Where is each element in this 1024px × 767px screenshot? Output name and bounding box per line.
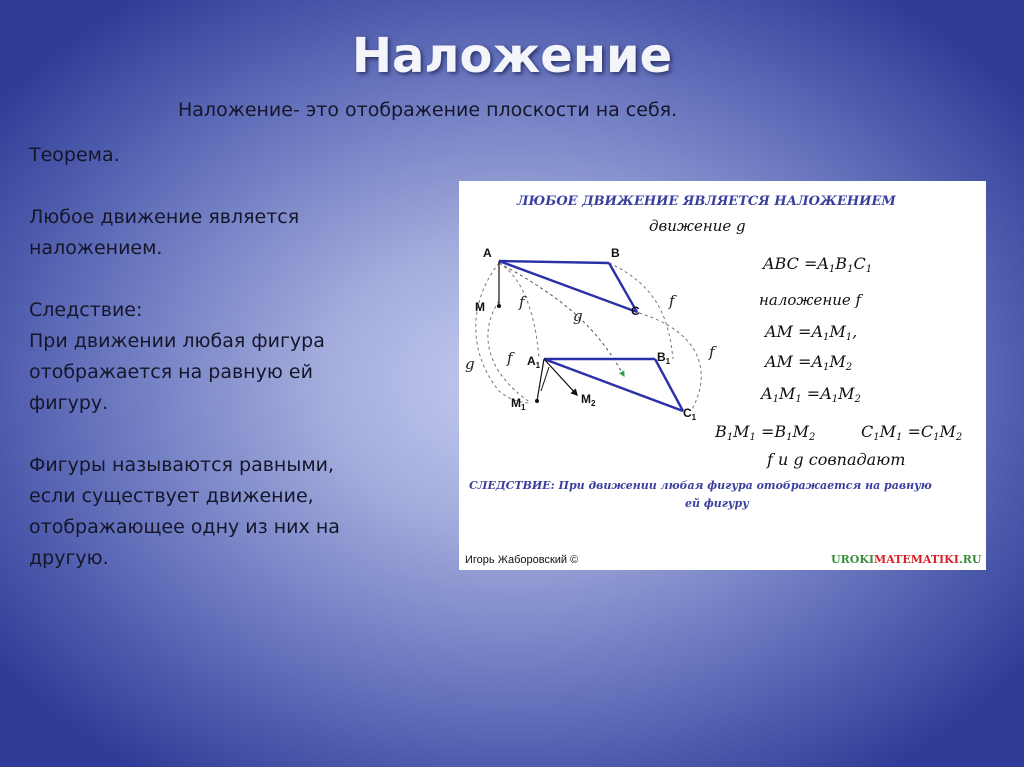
label-b1: $B_1$: [657, 350, 671, 366]
map-label-f: f: [519, 293, 525, 311]
map-label-g: g: [573, 307, 583, 325]
body-line: отображается на равную ей: [29, 361, 313, 383]
slide-title: Наложение: [351, 28, 673, 84]
formulas: [714, 254, 962, 469]
body-text: [29, 140, 429, 574]
map-label-f: f: [507, 349, 513, 367]
figure-header: ЛЮБОЕ ДВИЖЕНИЕ ЯВЛЯЕТСЯ НАЛОЖЕНИЕМ: [517, 194, 896, 209]
overlay-label: наложение f: [759, 291, 862, 309]
label-b: B: [611, 246, 620, 260]
formula-abc: ABC =A1B1C1: [763, 254, 873, 275]
corollary-line: ей фигуру: [685, 497, 749, 510]
formula-c1m1-c1m2: C1M1 =C1M2: [861, 422, 963, 443]
slide-subtitle: Наложение- это отображение плоскости на себя.: [178, 99, 678, 121]
site-credit: UROKIMATEMATIKI.RU: [831, 553, 982, 566]
figure-canvas: [459, 181, 986, 570]
label-m: M: [475, 300, 485, 314]
point-m1: [535, 399, 539, 403]
label-c: C: [631, 304, 640, 318]
body-line: Следствие:: [29, 299, 143, 321]
mapping-curves: [476, 263, 702, 411]
body-line: другую.: [29, 547, 109, 569]
body-line: Фигуры называются равными,: [29, 454, 335, 476]
point-m: [497, 304, 501, 308]
label-a: A: [483, 246, 492, 260]
body-line: фигуру.: [29, 392, 109, 414]
body-line: отображающее одну из них на: [29, 516, 340, 538]
body-line: если существует движение,: [29, 485, 314, 507]
map-label-g: g: [465, 355, 475, 373]
formula-a1m1-a1m2: A1M1 =A1M2: [761, 384, 861, 405]
triangle-a1b1c1: [544, 359, 683, 411]
formula-am-a1m2: AM =A1M2: [765, 352, 853, 373]
author-credit: Игорь Жаборовский ©: [465, 554, 579, 566]
body-line: наложением.: [29, 237, 163, 259]
corollary-line: СЛЕДСТВИЕ: При движении любая фигура отображается на равную: [469, 479, 932, 492]
map-label-f: f: [669, 292, 675, 310]
motion-label: движение g: [649, 217, 746, 235]
map-label-f: f: [709, 343, 715, 361]
label-a1: $A_1$: [527, 354, 541, 370]
body-line: Любое движение является: [29, 206, 300, 228]
body-line: При движении любая фигура: [29, 330, 325, 352]
coincide-label: f и g совпадают: [767, 450, 906, 469]
label-m2: $M_2$: [581, 392, 596, 408]
formula-am-a1m1: AM =A1M1,: [765, 322, 858, 343]
label-c1: $C_1$: [683, 406, 697, 422]
formula-b1m1-b1m2: B1M1 =B1M2: [715, 422, 816, 443]
theorem-figure: [459, 181, 986, 570]
body-line: Теорема.: [29, 144, 120, 166]
label-m1: $M_1$: [511, 396, 526, 412]
